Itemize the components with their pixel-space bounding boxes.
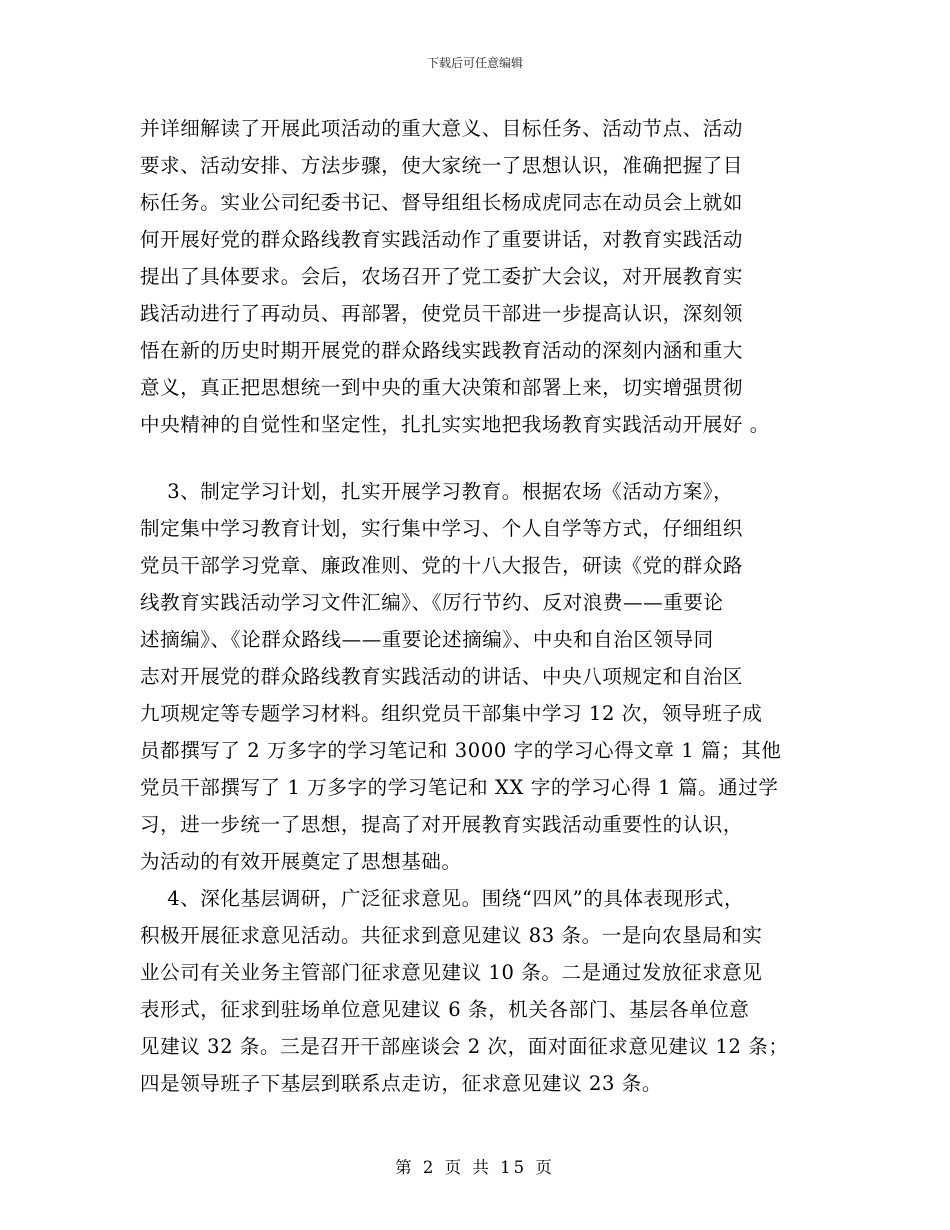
text-line: 四是领导班子下基层到联系点走访，征求意见建议 23 条。 <box>140 1072 663 1095</box>
text-line: 线教育实践活动学习文件汇编》、《厉行节约、反对浪费——重要论 <box>140 591 724 614</box>
text-line: 4、深化基层调研，广泛征求意见。围绕“四风”的具体表现形式， <box>140 887 745 910</box>
text-line: 为活动的有效开展奠定了思想基础。 <box>140 850 462 873</box>
text-line: 员都撰写了 2 万多字的学习笔记和 3000 字的学习心得文章 1 篇；其他 <box>140 739 782 762</box>
text-line: 制定集中学习教育计划，实行集中学习、个人自学等方式，仔细组织 <box>140 517 744 540</box>
text-line: 党员干部学习党章、廉政准则、党的十八大报告，研读《党的群众路 <box>140 554 744 577</box>
text-line: 九项规定等专题学习材料。组织党员干部集中学习 12 次，领导班子成 <box>140 702 763 725</box>
text-line: 见建议 32 条。三是召开干部座谈会 2 次，面对面征求意见建议 12 条； <box>140 1035 789 1058</box>
text-line: 中央精神的自觉性和坚定性，扎扎实实地把我场教育实践活动开展好 。 <box>140 413 770 436</box>
text-line: 党员干部撰写了 1 万多字的学习笔记和 XX 字的学习心得 1 篇。通过学 <box>140 776 779 799</box>
text-line: 要求、活动安排、方法步骤，使大家统一了思想认识，准确把握了目 <box>140 154 744 177</box>
text-line: 述摘编》、《论群众路线——重要论述摘编》、中央和自治区领导同 <box>140 628 714 651</box>
text-line: 践活动进行了再动员、再部署，使党员干部进一步提高认识，深刻领 <box>140 302 744 325</box>
text-line: 何开展好党的群众路线教育实践活动作了重要讲话，对教育实践活动 <box>140 228 744 251</box>
text-line: 业公司有关业务主管部门征求意见建议 10 条。二是通过发放征求意见 <box>140 961 763 984</box>
paragraph-2 <box>140 473 840 880</box>
text-line: 积极开展征求意见活动。共征求到意见建议 83 条。一是向农垦局和实 <box>140 924 763 947</box>
paragraph-3 <box>140 880 840 1102</box>
text-line: 标任务。实业公司纪委书记、督导组组长杨成虎同志在动员会上就如 <box>140 191 744 214</box>
page-header: 下载后可任意编辑 <box>426 56 523 70</box>
text-line: 志对开展党的群众路线教育实践活动的讲话、中央八项规定和自治区 <box>140 665 744 688</box>
paragraph-1 <box>140 110 840 443</box>
text-line: 意义，真正把思想统一到中央的重大决策和部署上来，切实增强贯彻 <box>140 376 744 399</box>
text-line: 习，进一步统一了思想，提高了对开展教育实践活动重要性的认识， <box>140 813 744 836</box>
text-line: 悟在新的历史时期开展党的群众路线实践教育活动的深刻内涵和重大 <box>140 339 744 362</box>
text-line: 3、制定学习计划，扎实开展学习教育。根据农场《活动方案》， <box>140 480 734 503</box>
page-footer: 第 2 页 共 15 页 <box>395 1158 555 1177</box>
text-line: 并详细解读了开展此项活动的重大意义、目标任务、活动节点、活动 <box>140 117 744 140</box>
text-line: 表形式，征求到驻场单位意见建议 6 条，机关各部门、基层各单位意 <box>140 998 750 1021</box>
text-line: 提出了具体要求。会后，农场召开了党工委扩大会议，对开展教育实 <box>140 265 744 288</box>
